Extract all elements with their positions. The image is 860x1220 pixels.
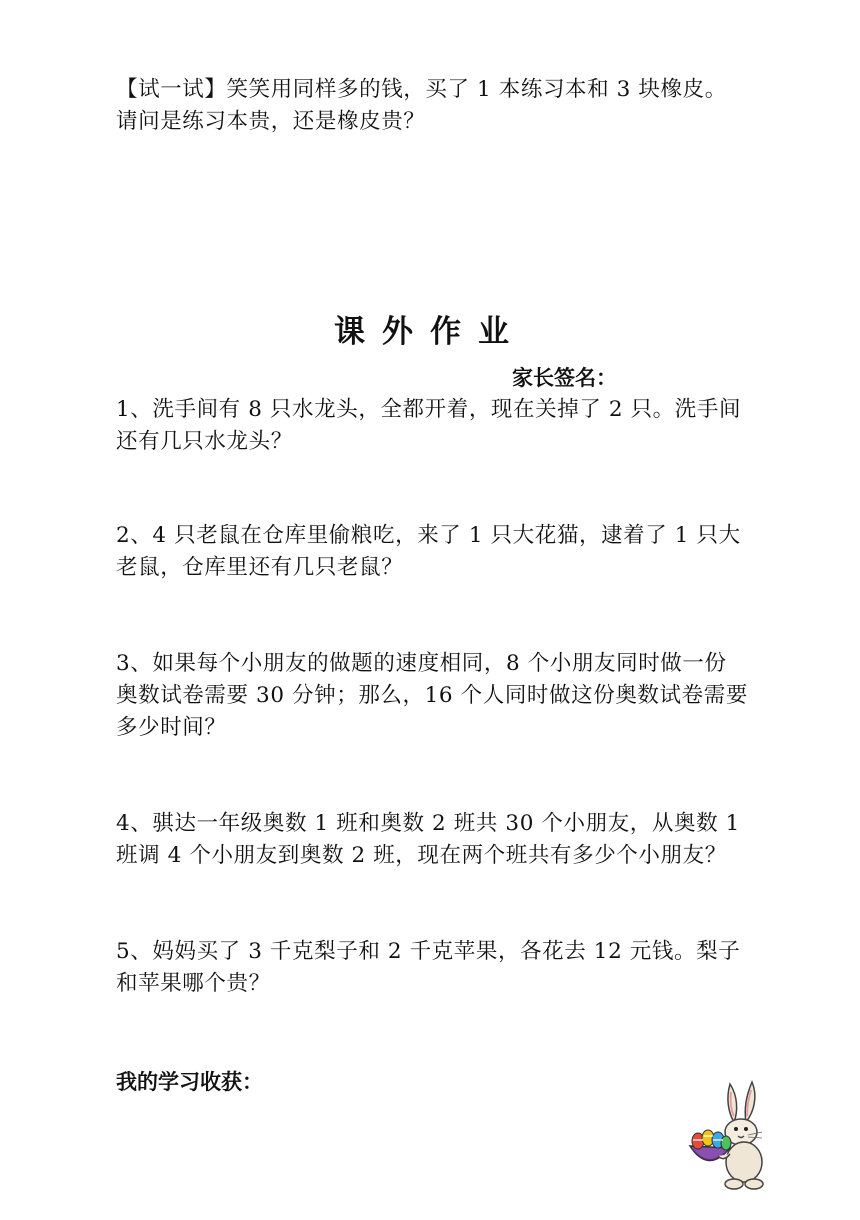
problem-1: 1、洗手间有 8 只水龙头，全都开着，现在关掉了 2 只。洗手间还有几只水龙头？ bbox=[116, 397, 742, 454]
rabbit-icon bbox=[686, 1078, 776, 1194]
problem-4: 4、骐达一年级奥数 1 班和奥数 2 班共 30 个小朋友，从奥数 1 班调 4 个小朋友到奥数 2 班，现在两个班共有多少个小朋友？ bbox=[116, 811, 740, 868]
learning-harvest-label: 我的学习收获： bbox=[116, 1070, 263, 1094]
parent-signature-label: 家长签名： bbox=[512, 366, 617, 390]
problem-5: 5、妈妈买了 3 千克梨子和 2 千克苹果，各花去 12 元钱。梨子和苹果哪个贵？ bbox=[116, 939, 741, 996]
problem-2: 2、4 只老鼠在仓库里偷粮吃，来了 1 只大花猫，逮着了 1 只大老鼠，仓库里还有几只老鼠？ bbox=[116, 523, 741, 580]
homework-title: 课外作业 bbox=[334, 314, 526, 350]
problem-3: 3、如果每个小朋友的做题的速度相同，8 个小朋友同时做一份奥数试卷需要 30 分钟；那么，16 个人同时做这份奥数试卷需要多少时间？ bbox=[116, 651, 748, 740]
try-it-problem: 【试一试】笑笑用同样多的钱，买了 1 本练习本和 3 块橡皮。 请问是练习本贵，还是橡皮贵？ bbox=[116, 77, 727, 134]
